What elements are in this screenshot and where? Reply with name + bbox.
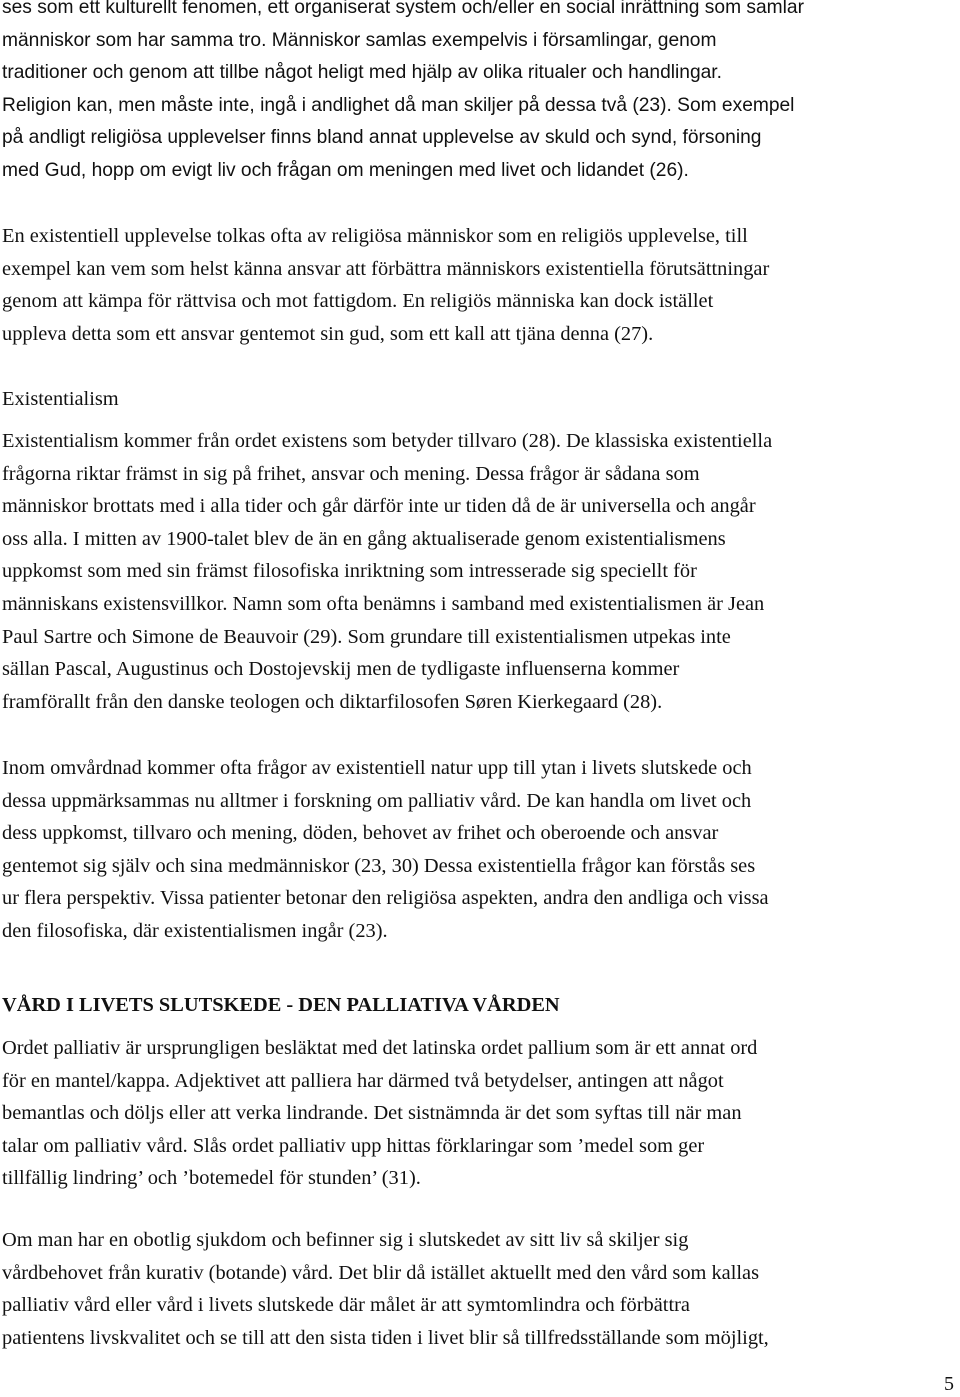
text-line: [2, 1065, 957, 1098]
sentence: Adjektivet att palliera har därmed två betydelser, antingen att något: [170, 1069, 724, 1092]
sentence: människans existensvillkor.: [2, 592, 228, 615]
sentence: frågorna riktar främst in sig på frihet, ansvar och mening.: [2, 462, 471, 485]
text-line: Inom omvårdnad kommer ofta frågor av existentiell natur upp till ytan i livets slutskede och: [2, 757, 752, 779]
text-line: framförallt från den danske teologen och diktarfilosofen Søren Kierkegaard (28).: [2, 690, 663, 713]
text-line: palliativ vård eller vård i livets slutskede där målet är att symtomlindra och förbättra: [2, 1294, 690, 1317]
text-line: människor brottats med i alla tider och går därför inte ur tiden då de är universella och angår: [2, 495, 756, 518]
text-line: [2, 785, 957, 818]
text-line: människor som har samma tro. Människor samlas exempelvis i församlingar, genom: [2, 29, 717, 51]
sentence: En religiös människa kan dock istället: [397, 290, 714, 313]
text-line: [2, 458, 957, 491]
text-line: dess uppkomst, tillvaro och mening, döden, behovet av frihet och oberoende och ansvar: [2, 822, 719, 845]
text-line: den filosofiska, där existentialismen ingår (23).: [2, 919, 388, 942]
sentence: talar om palliativ vård.: [2, 1134, 188, 1157]
text-line: [2, 621, 957, 654]
sentence: ur flera perspektiv.: [2, 887, 156, 910]
sentence: Vissa patienter betonar den religiösa aspekten, andra den andliga och vissa: [155, 887, 769, 910]
text-line: med Gud, hopp om evigt liv och frågan om meningen med livet och lidandet (26).: [2, 159, 689, 181]
text-line: [2, 882, 957, 915]
paragraph-existential-experience: [2, 220, 957, 350]
text-line: ses som ett kulturellt fenomen, ett organiserat system och/eller en social inrättning som samlar: [2, 0, 804, 18]
text-line: på andligt religiösa upplevelser finns bland annat upplevelse av skuld och synd, försoning: [2, 127, 762, 149]
text-line: [2, 425, 957, 458]
sentence: Existentialism kommer från ordet existens som betyder tillvaro (28).: [2, 430, 561, 452]
section-heading-palliative-care: VÅRD I LIVETS SLUTSKEDE - DEN PALLIATIVA VÅRDEN: [2, 994, 560, 1016]
sentence: Det sistnämnda är det som syftas till när man: [368, 1102, 742, 1125]
text-line: [2, 90, 957, 123]
sentence: Slås ordet palliativ upp hittas förklaringar som ’medel som ger: [187, 1134, 705, 1157]
text-line: tillfällig lindring’ och ’botemedel för stunden’ (31).: [2, 1167, 421, 1190]
paragraph-palliative-word: [2, 1032, 957, 1195]
text-line: traditioner och genom att tillbe något heligt med hjälp av olika ritualer och handlingar.: [2, 62, 722, 84]
sentence: Namn som ofta benämns i samband med existentialismen är Jean: [227, 592, 765, 615]
sentence: bemantlas och döljs eller att verka lindrande.: [2, 1102, 369, 1125]
paragraph-care: [2, 752, 957, 948]
sentence: dessa uppmärksammas nu alltmer i forskning om palliativ vård.: [2, 789, 522, 812]
sentence: Som exempel: [677, 94, 795, 116]
paragraph-religion: [2, 0, 957, 188]
sentence: De klassiska existentiella: [560, 430, 773, 452]
sentence: Paul Sartre och Simone de Beauvoir (29).: [2, 625, 343, 648]
text-line: [2, 850, 957, 883]
text-line: [2, 1097, 957, 1130]
text-line: uppleva detta som ett ansvar gentemot sin gud, som ett kall att tjäna denna (27).: [2, 322, 654, 345]
sentence: Dessa existentiella frågor kan förstås ses: [418, 854, 756, 877]
paragraph-palliative-care: [2, 1224, 957, 1354]
sentence: I mitten av 1900-talet blev de än en gång aktualiserade genom existentialismens: [67, 527, 726, 550]
text-line: Ordet palliativ är ursprungligen besläktat med det latinska ordet pallium som är ett annat ord: [2, 1037, 758, 1059]
sentence: gentemot sig själv och sina medmänniskor (23, 30): [2, 854, 419, 877]
text-line: [2, 1130, 957, 1163]
text-line: patientens livskvalitet och se till att den sista tiden i livet blir så tillfredsställande som möjligt,: [2, 1326, 769, 1349]
sentence: oss alla.: [2, 527, 68, 550]
sentence: Det blir då istället aktuellt med den vård som kallas: [333, 1261, 760, 1284]
sentence: vårdbehovet från kurativ (botande) vård.: [2, 1261, 334, 1284]
sentence: Som grundare till existentialismen utpekas inte: [342, 625, 731, 648]
text-line: exempel kan vem som helst känna ansvar att förbättra människors existentiella förutsättningar: [2, 257, 770, 280]
sentence: De kan handla om livet och: [521, 789, 752, 812]
sentence: Dessa frågor är sådana som: [470, 462, 700, 485]
sentence: genom att kämpa för rättvisa och mot fattigdom.: [2, 290, 398, 313]
paragraph-existentialism: [2, 425, 957, 718]
page-number: 5: [944, 1373, 954, 1395]
text-line: Om man har en obotlig sjukdom och befinner sig i slutskedet av sitt liv så skiljer sig: [2, 1229, 689, 1251]
text-line: En existentiell upplevelse tolkas ofta av religiösa människor som en religiös upplevelse, till: [2, 225, 748, 247]
sentence: Religion kan, men måste inte, ingå i andlighet då man skiljer på dessa två (23).: [2, 94, 672, 116]
section-heading-existentialism: Existentialism: [2, 388, 119, 410]
text-line: [2, 285, 957, 318]
text-line: [2, 588, 957, 621]
text-line: [2, 1257, 957, 1290]
text-line: sällan Pascal, Augustinus och Dostojevskij men de tydligaste influenserna kommer: [2, 658, 680, 681]
sentence: för en mantel/kappa.: [2, 1069, 171, 1092]
text-line: uppkomst som med sin främst filosofiska inriktning som intresserade sig speciellt för: [2, 560, 697, 583]
text-line: [2, 523, 957, 556]
